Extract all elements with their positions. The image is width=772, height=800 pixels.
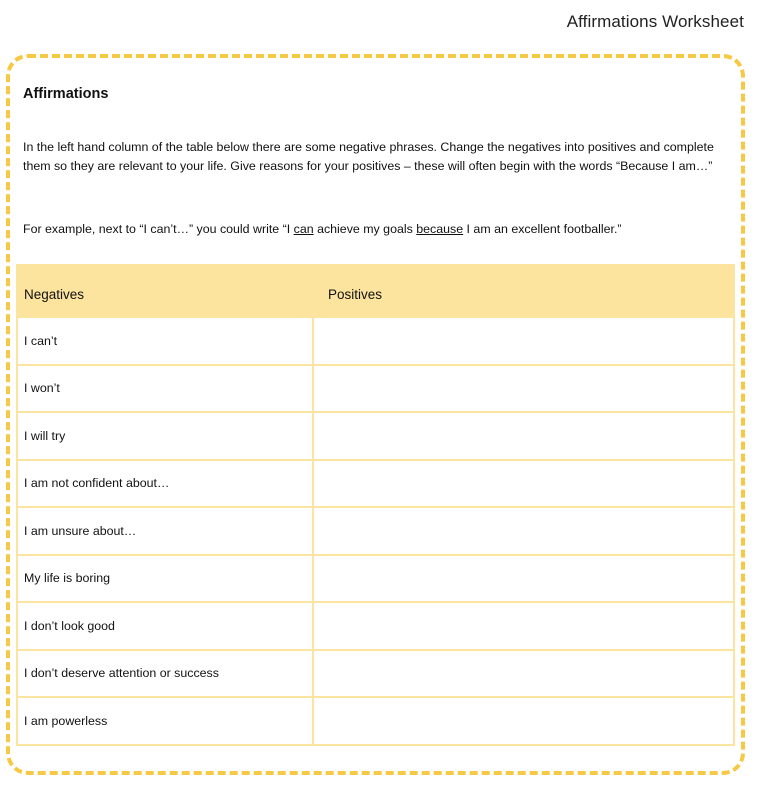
negative-cell: I can’t — [17, 317, 313, 365]
table-row — [17, 412, 734, 460]
column-header-positives: Positives — [313, 265, 734, 317]
example-text — [23, 220, 733, 239]
table-row — [17, 650, 734, 698]
example-middle: achieve my goals — [313, 222, 417, 236]
negative-cell: I am powerless — [17, 697, 313, 745]
affirmations-table — [16, 264, 735, 746]
table-row — [17, 317, 734, 365]
example-can: can — [293, 222, 314, 236]
positive-cell[interactable] — [313, 460, 734, 508]
worksheet-content — [23, 86, 738, 236]
example-before: For example, next to “I can’t…” you could write “I — [23, 222, 294, 236]
negative-cell: I am unsure about… — [17, 507, 313, 555]
column-header-negatives: Negatives — [17, 265, 313, 317]
instructions-text: In the left hand column of the table below there are some negative phrases. Change the negatives into positives and complete them so they are relevant to your life. Give reasons for your positives – these will often begin with the words “Because I am…” — [23, 140, 714, 173]
positive-cell[interactable] — [313, 650, 734, 698]
example-because: because — [416, 222, 464, 236]
positive-cell[interactable] — [313, 555, 734, 603]
table-row — [17, 460, 734, 508]
section-title: Affirmations — [23, 86, 109, 102]
positive-cell[interactable] — [313, 602, 734, 650]
negative-cell: I will try — [17, 412, 313, 460]
table-row — [17, 365, 734, 413]
table-row — [17, 555, 734, 603]
positive-cell[interactable] — [313, 412, 734, 460]
page-title: Affirmations Worksheet — [566, 12, 744, 31]
positive-cell[interactable] — [313, 507, 734, 555]
negative-cell: My life is boring — [17, 555, 313, 603]
table-row — [17, 507, 734, 555]
positive-cell[interactable] — [313, 697, 734, 745]
negative-cell: I won’t — [17, 365, 313, 413]
negative-cell: I don’t deserve attention or success — [17, 650, 313, 698]
table-row — [17, 602, 734, 650]
example-after: I am an excellent footballer.” — [463, 222, 622, 236]
negative-cell: I am not confident about… — [17, 460, 313, 508]
positive-cell[interactable] — [313, 365, 734, 413]
table-row — [17, 697, 734, 745]
table-header-row — [17, 265, 734, 317]
negative-cell: I don’t look good — [17, 602, 313, 650]
positive-cell[interactable] — [313, 317, 734, 365]
